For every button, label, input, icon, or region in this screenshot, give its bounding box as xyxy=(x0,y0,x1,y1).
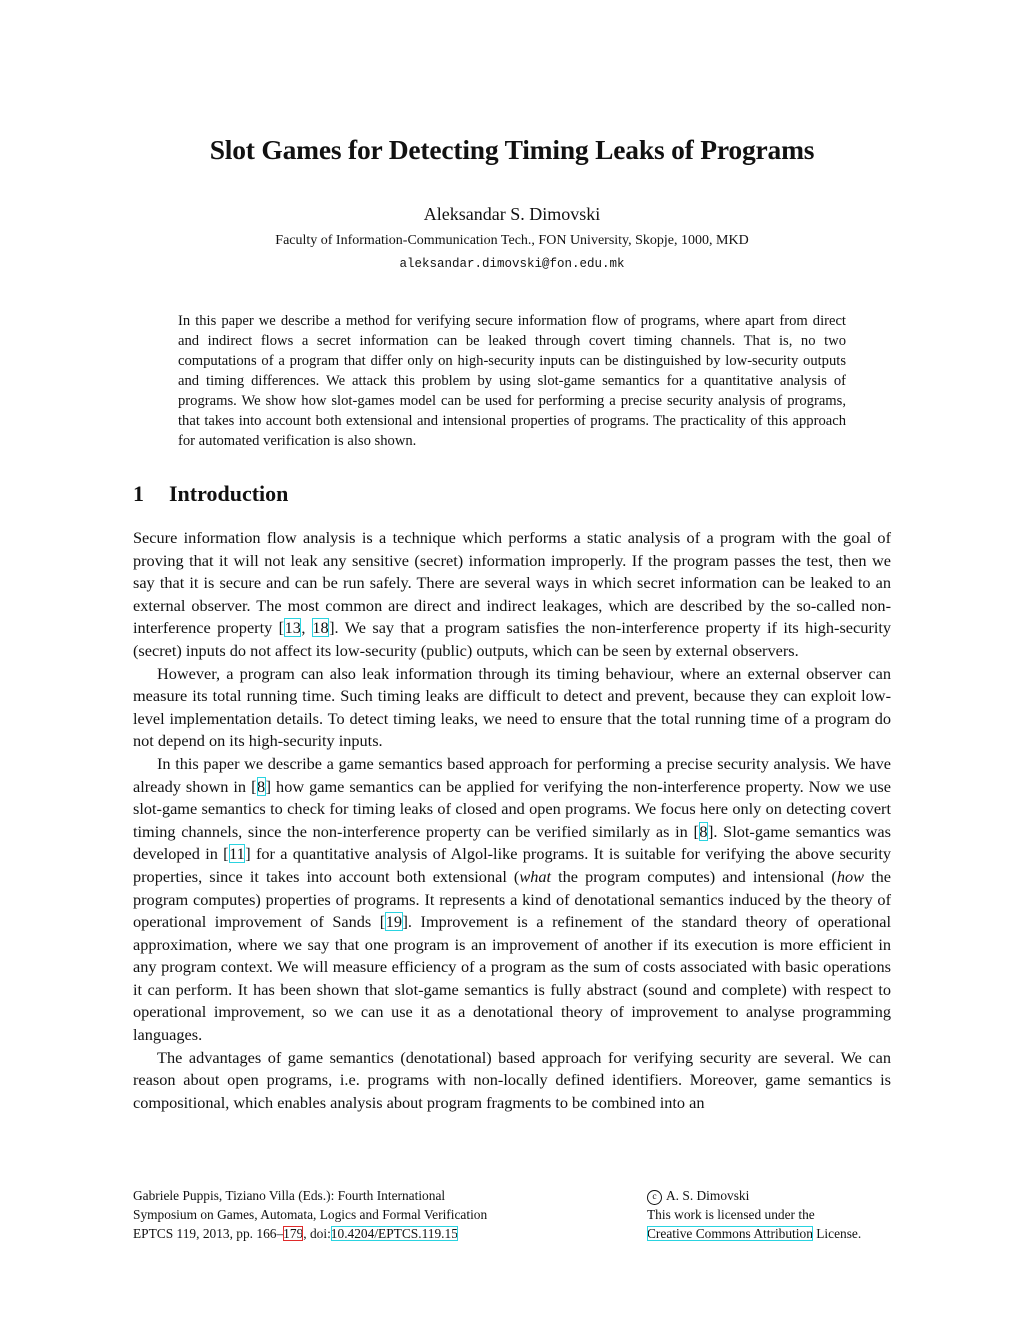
footer-publication-info xyxy=(133,1186,487,1243)
paragraph-text: ]. We say that a program satisfies the non-interference property if its high-security (secret) inputs do not affect its low-security (public) outputs, which can be seen by external observers. xyxy=(133,618,892,660)
section-number: 1 xyxy=(133,481,144,506)
section-title: Introduction xyxy=(169,481,289,506)
footer-text: EPTCS 119, 2013, pp. 166– xyxy=(133,1226,284,1241)
paragraph-3 xyxy=(133,753,891,1047)
body-text xyxy=(133,527,891,1114)
paragraph-text: the program computes) and intensional ( xyxy=(551,866,837,886)
author-email: aleksandar.dimovski@fon.edu.mk xyxy=(399,257,625,271)
citation-link[interactable]: 13 xyxy=(284,618,301,638)
paper-title: Slot Games for Detecting Timing Leaks of Programs xyxy=(209,134,815,165)
paragraph-text: ]. Improvement is a refinement of the standard theory of operational approximation, where we say that one program is an improvement of another if its execution is more efficient in any program context. We will measure efficiency of a program as the sum of costs associated with basic operations it can perform. It has been shown that slot-game semantics is fully abstract (sound and complete) with respect to operational improvement, so we can use it as a denotational theory of improvement to analyse programming languages. xyxy=(133,912,891,1045)
emphasis-text: how xyxy=(836,866,865,886)
footer-symposium: Symposium on Games, Automata, Logics and Formal Verification xyxy=(133,1207,488,1222)
paragraph-text: Secure information flow analysis is a technique which performs a static analysis of a program with the goal of proving that it will not leak any sensitive (secret) information improperly. If the program passes the test, then we say that it is secure and can be run safely. There are several ways in which secret information can be leaked to an external observer. The most common are direct and indirect leakages, which are described by the so-called non-interference property [ xyxy=(133,528,891,638)
copyright-icon: c xyxy=(647,1190,662,1205)
footer-text: License. xyxy=(812,1226,862,1241)
footer-license-text: This work is licensed under the xyxy=(647,1207,815,1222)
author-affiliation: Faculty of Information-Communication Tech., FON University, Skopje, 1000, MKD xyxy=(275,233,749,248)
paragraph-2: However, a program can also leak information through its timing behaviour, where an external observer can measure its total running time. Such timing leaks are difficult to detect and prevent, because they can exploit low-level implementation details. To detect timing leaks, we need to ensure that the total running time of a program do not depend on its high-security inputs. xyxy=(133,663,891,751)
footer-text: , doi: xyxy=(303,1226,331,1241)
footer-license-line xyxy=(647,1224,861,1243)
paragraph-text: In this paper we describe a game semantics based approach for performing a precise security analysis. We have already shown in [ xyxy=(133,753,891,796)
paragraph-4: The advantages of game semantics (denotational) based approach for verifying security are several. We can reason about open programs, i.e. programs with non-locally defined identifiers. Moreover, game semantics is compositional, which enables analysis about program fragments to be combined into an xyxy=(133,1047,891,1112)
paragraph-text: the program computes) properties of programs. It represents a kind of denotational semantics induced by the theory of operational improvement of Sands [ xyxy=(133,866,892,932)
copyright-holder: A. S. Dimovski xyxy=(666,1188,750,1203)
citation-link[interactable]: 8 xyxy=(257,776,266,796)
citation-link[interactable]: 8 xyxy=(699,821,708,841)
paragraph-text: ]. Slot-game semantics was developed in [ xyxy=(133,821,891,864)
citation-link[interactable]: 11 xyxy=(229,844,245,864)
author-name: Aleksandar S. Dimovski xyxy=(423,204,601,224)
last-page-link[interactable]: 179 xyxy=(283,1226,304,1241)
footer-editors: Gabriele Puppis, Tiziano Villa (Eds.): Fourth International xyxy=(133,1188,446,1203)
footer-copyright xyxy=(647,1186,861,1205)
paragraph-text: , xyxy=(301,618,312,638)
doi-link[interactable]: 10.4204/EPTCS.119.15 xyxy=(330,1226,458,1241)
section-heading xyxy=(133,481,288,507)
emphasis-text: what xyxy=(519,866,552,886)
footer-license-info xyxy=(647,1186,861,1243)
paragraph-text: ] how game semantics can be applied for verifying the non-interference property. Now we use slot-game semantics to check for timing leaks of closed and open programs. We focus here only on detecting covert timing channels, since the non-interference property can be verified similarly as in [ xyxy=(133,776,891,841)
citation-link[interactable]: 18 xyxy=(312,618,329,638)
paragraph-text: ] for a quantitative analysis of Algol-like programs. It is suitable for verifying the above security properties, since it takes into account both extensional ( xyxy=(133,844,891,886)
license-link[interactable]: Creative Commons Attribution xyxy=(647,1226,813,1241)
citation-link[interactable]: 19 xyxy=(385,912,402,932)
abstract: In this paper we describe a method for verifying secure information flow of programs, where apart from direct and indirect flows a secret information can be leaked through covert timing channels. That is, no two computations of a program that differ only on high-security inputs can be distinguished by low-security outputs and timing differences. We attack this problem by using slot-game semantics for a quantitative analysis of programs. We show how slot-games model can be used for performing a precise security analysis of programs, that takes into account both extensional and intensional properties of programs. The practicality of this approach for automated verification is also shown. xyxy=(178,313,846,449)
footer-citation xyxy=(133,1224,487,1243)
paragraph-1 xyxy=(133,527,891,663)
